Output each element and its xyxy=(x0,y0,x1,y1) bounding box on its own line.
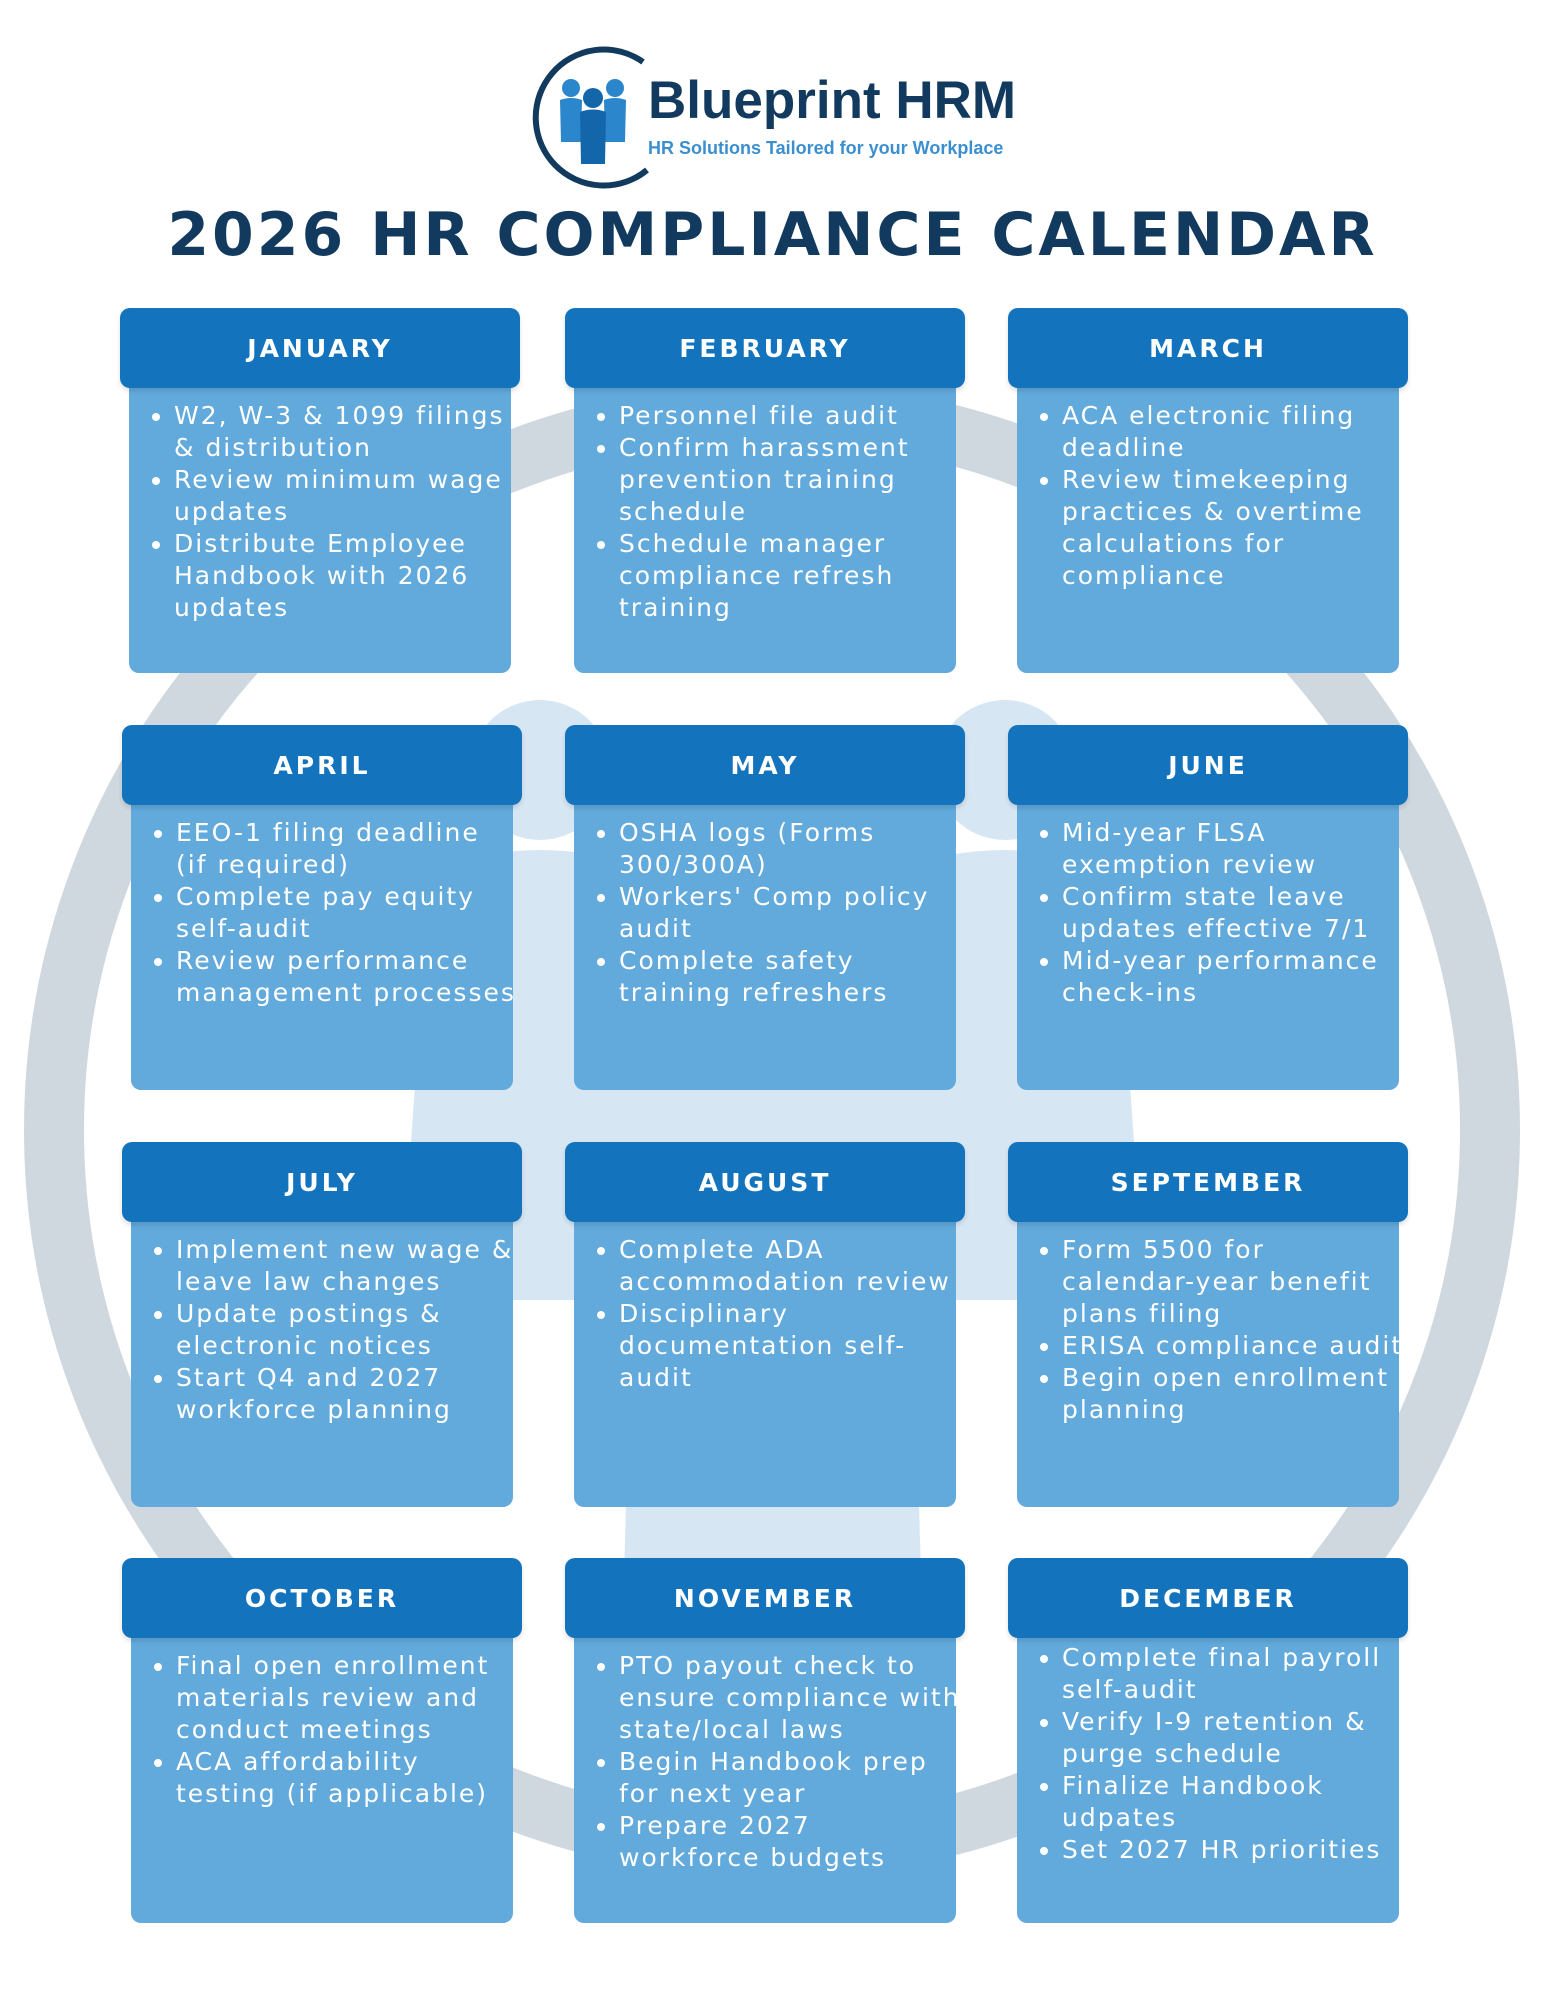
month-card-april xyxy=(122,725,522,1090)
task-item: • Complete safety training refreshers xyxy=(619,945,961,1009)
month-heading: OCTOBER xyxy=(122,1558,522,1638)
month-card-june xyxy=(1008,725,1408,1090)
task-item: • Start Q4 and 2027 workforce planning xyxy=(176,1362,518,1426)
task-item: • Review timekeeping practices & overtime calculations for compliance xyxy=(1062,464,1404,592)
month-card-february xyxy=(565,308,965,673)
month-card-january xyxy=(120,308,520,673)
task-item: • Confirm harassment prevention training schedule xyxy=(619,432,961,528)
task-list xyxy=(122,817,522,1009)
task-list xyxy=(1008,817,1408,1009)
task-item: • Review minimum wage updates xyxy=(174,464,516,528)
task-list xyxy=(565,817,965,1009)
task-item: • Confirm state leave updates effective 7/1 xyxy=(1062,881,1404,945)
task-item: • ERISA compliance audit xyxy=(1062,1330,1404,1362)
task-list xyxy=(120,400,520,624)
task-item: • Mid-year FLSA exemption review xyxy=(1062,817,1404,881)
month-heading: SEPTEMBER xyxy=(1008,1142,1408,1222)
month-heading: JULY xyxy=(122,1142,522,1222)
task-item: • Finalize Handbook udpates xyxy=(1062,1770,1404,1834)
month-heading: APRIL xyxy=(122,725,522,805)
task-item: • Schedule manager compliance refresh training xyxy=(619,528,961,624)
task-list xyxy=(122,1650,522,1810)
month-heading: JUNE xyxy=(1008,725,1408,805)
task-item: • Set 2027 HR priorities xyxy=(1062,1834,1404,1866)
month-card-october xyxy=(122,1558,522,1923)
task-list xyxy=(1008,1642,1408,1866)
month-heading: MAY xyxy=(565,725,965,805)
month-heading: FEBRUARY xyxy=(565,308,965,388)
task-item: • Final open enrollment materials review and conduct meetings xyxy=(176,1650,518,1746)
task-list xyxy=(565,1234,965,1394)
month-card-september xyxy=(1008,1142,1408,1507)
task-item: • Prepare 2027 workforce budgets xyxy=(619,1810,961,1874)
task-item: • Workers' Comp policy audit xyxy=(619,881,961,945)
task-item: • Review performance management processes xyxy=(176,945,518,1009)
task-item: • Disciplinary documentation self-audit xyxy=(619,1298,961,1394)
month-card-march xyxy=(1008,308,1408,673)
month-heading: AUGUST xyxy=(565,1142,965,1222)
month-card-november xyxy=(565,1558,965,1923)
month-heading: JANUARY xyxy=(120,308,520,388)
task-item: • Mid-year performance check-ins xyxy=(1062,945,1404,1009)
task-list xyxy=(565,1650,965,1874)
month-heading: NOVEMBER xyxy=(565,1558,965,1638)
month-card-may xyxy=(565,725,965,1090)
task-list xyxy=(565,400,965,624)
task-item: • EEO-1 filing deadline (if required) xyxy=(176,817,518,881)
brand-logo xyxy=(525,42,1025,192)
month-card-december xyxy=(1008,1558,1408,1923)
task-item: • Begin open enrollment planning xyxy=(1062,1362,1404,1426)
task-item: • PTO payout check to ensure compliance with state/local laws xyxy=(619,1650,961,1746)
task-list xyxy=(122,1234,522,1426)
month-card-august xyxy=(565,1142,965,1507)
task-item: • Complete ADA accommodation review xyxy=(619,1234,961,1298)
task-list xyxy=(1008,400,1408,592)
brand-tagline: HR Solutions Tailored for your Workplace xyxy=(648,138,1004,158)
task-item: • Complete final payroll self-audit xyxy=(1062,1642,1404,1706)
task-item: • Implement new wage & leave law changes xyxy=(176,1234,518,1298)
task-item: • Form 5500 for calendar-year benefit plans filing xyxy=(1062,1234,1404,1330)
task-list xyxy=(1008,1234,1408,1426)
task-item: • W2, W-3 & 1099 filings & distribution xyxy=(174,400,516,464)
page-title: 2026 HR COMPLIANCE CALENDAR xyxy=(167,200,1378,270)
month-card-july xyxy=(122,1142,522,1507)
task-item: • Distribute Employee Handbook with 2026 updates xyxy=(174,528,516,624)
task-item: • Begin Handbook prep for next year xyxy=(619,1746,961,1810)
task-item: • Update postings & electronic notices xyxy=(176,1298,518,1362)
task-item: • Complete pay equity self-audit xyxy=(176,881,518,945)
task-item: • ACA affordability testing (if applicable) xyxy=(176,1746,518,1810)
task-item: • ACA electronic filing deadline xyxy=(1062,400,1404,464)
task-item: • Personnel file audit xyxy=(619,400,961,432)
brand-name: Blueprint HRM xyxy=(648,71,1017,130)
month-heading: DECEMBER xyxy=(1008,1558,1408,1638)
task-item: • Verify I-9 retention & purge schedule xyxy=(1062,1706,1404,1770)
month-heading: MARCH xyxy=(1008,308,1408,388)
task-item: • OSHA logs (Forms 300/300A) xyxy=(619,817,961,881)
